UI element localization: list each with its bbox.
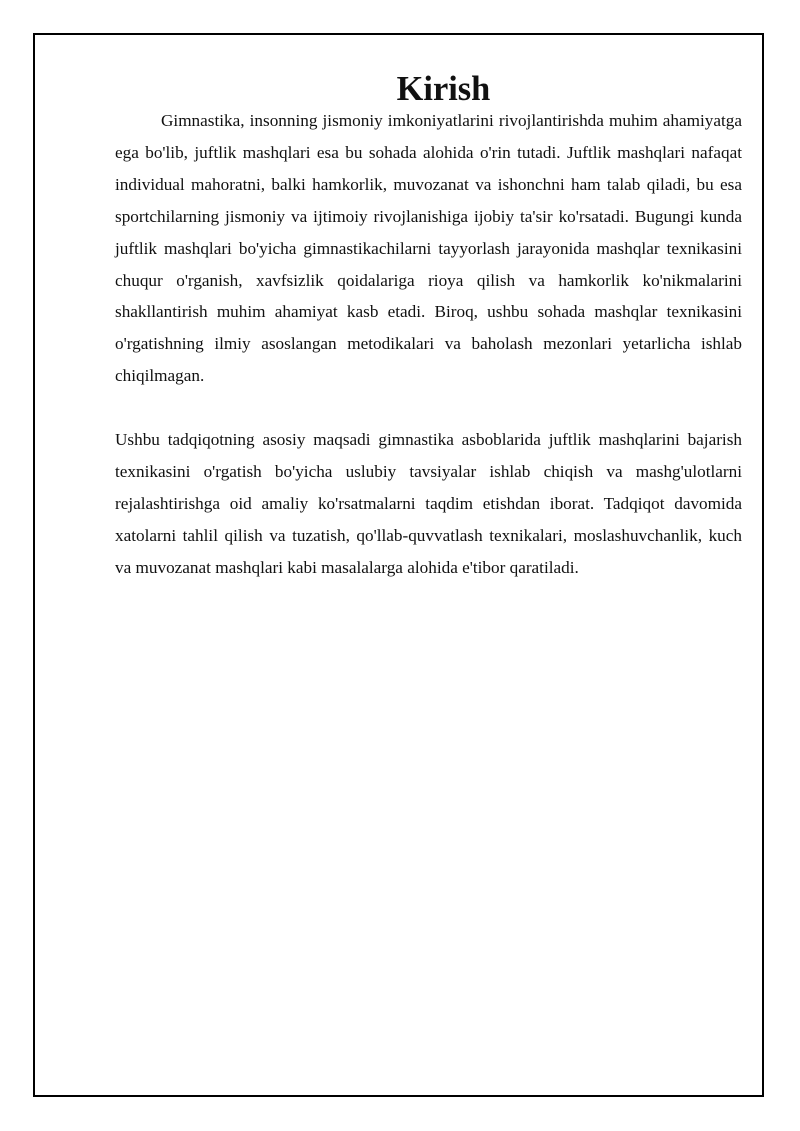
document-body [115, 70, 742, 584]
goal-paragraph: Ushbu tadqiqotning asosiy maqsadi gimnastika asboblarida juftlik mashqlarini bajarish texnikasini o'rgatish bo'yicha uslubiy tavsiyalar ishlab chiqish va mashg'ulotlarni rejalashtirishga oid amaliy ko'rsatmalarni taqdim etishdan iborat. Tadqiqot davomida xatolarni tahlil qilish va tuzatish, qo'llab-quvvatlash texnikalari, moslashuvchanlik, kuch va muvozanat mashqlari kabi masalalarga alohida e'tibor qaratiladi. [115, 430, 742, 577]
paragraph-spacer [115, 392, 742, 424]
section-title: Kirish [396, 70, 491, 108]
intro-paragraph: Gimnastika, insonning jismoniy imkoniyatlarini rivojlantirishda muhim ahamiyatga ega bo'lib, juftlik mashqlari esa bu sohada alohida o'rin tutadi. Juftlik mashqlari nafaqat individual mahoratni, balki hamkorlik, muvozanat va ishonchni ham talab qiladi, bu esa sportchilarning jismoniy va ijtimoiy rivojlanishiga ijobiy ta'sir ko'rsatadi. Bugungi kunda juftlik mashqlari bo'yicha gimnastikachilarni tayyorlash jarayonida mashqlar texnikasini chuqur o'rganish, xavfsizlik qoidalariga rioya qilish va hamkorlik ko'nikmalarini shakllantirish muhim ahamiyat kasb etadi. Biroq, ushbu sohada mashqlar texnikasini o'rgatishning ilmiy asoslangan metodikalari va baholash mezonlari yetarlicha ishlab chiqilmagan. [115, 111, 742, 386]
